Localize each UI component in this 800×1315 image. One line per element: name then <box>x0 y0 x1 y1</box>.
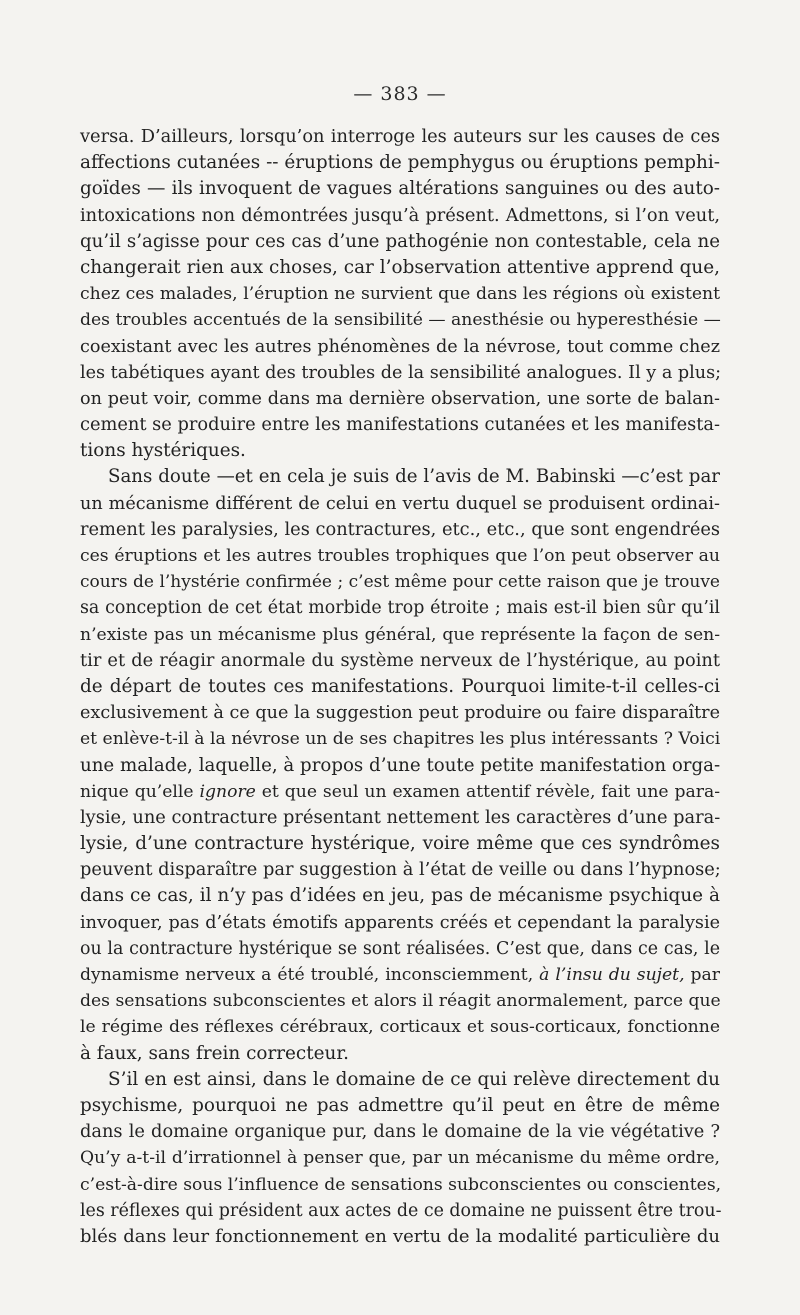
text-segment: affections cutanées -- éruptions de pemphygus ou éruptions pemphi- <box>80 152 720 174</box>
text-segment: chez ces malades, l’éruption ne survient que dans les régions où existent <box>80 284 720 305</box>
text-segment: Qu’y a-t-il d’irrationnel à penser que, par un mécanisme du même ordre, <box>80 1148 720 1169</box>
text-segment: Sans doute —et en cela je suis de l’avis de M. Babinski —c’est par <box>108 466 720 488</box>
text-line <box>80 176 720 202</box>
text-segment: de départ de toutes ces manifestations. Pourquoi limite-t-il celles-ci <box>80 675 720 697</box>
text-line <box>80 150 720 176</box>
text-segment: tir et de réagir anormale du système nerveux de l’hystérique, au point <box>80 649 720 671</box>
text-segment: nique qu’elle <box>80 781 200 802</box>
text-segment: par <box>684 965 720 985</box>
text-segment: à faux, sans frein correcteur. <box>80 1042 349 1064</box>
text-segment: changerait rien aux choses, car l’observation attentive apprend que, <box>80 256 720 278</box>
italic-segment: ignore <box>199 781 256 802</box>
text-segment: blés dans leur fonctionnement en vertu de la modalité particulière du <box>80 1225 720 1247</box>
text-segment: sa conception de cet état morbide trop étroite ; mais est-il bien sûr qu’il <box>80 598 720 619</box>
text-segment: un mécanisme différent de celui en vertu duquel se produisent ordinai- <box>80 493 720 514</box>
text-segment: et enlève-t-il à la névrose un de ses chapitres les plus intéressants ? Voici <box>80 729 721 750</box>
text-line <box>80 491 720 517</box>
text-line <box>80 1119 720 1145</box>
text-line <box>80 805 720 831</box>
text-segment: exclusivement à ce que la suggestion peut produire ou faire disparaître <box>80 703 720 724</box>
text-segment: versa. D’ailleurs, lorsqu’on interroge les auteurs sur les causes de ces <box>80 126 720 147</box>
text-line <box>80 412 720 438</box>
text-line <box>80 360 720 386</box>
italic-segment: à l’insu du sujet, <box>539 965 685 985</box>
text-line <box>80 1224 720 1250</box>
page-number: — 383 — <box>353 83 447 105</box>
text-segment: les tabétiques ayant des troubles de la sensibilité analogues. Il y a plus; <box>80 362 722 383</box>
text-line <box>80 700 720 726</box>
text-line <box>80 124 720 150</box>
text-line <box>80 543 720 569</box>
text-line <box>80 1041 720 1067</box>
text-segment: on peut voir, comme dans ma dernière observation, une sorte de balan- <box>80 388 720 409</box>
text-segment: dans le domaine organique pur, dans le domaine de la vie végétative ? <box>80 1121 720 1143</box>
text-segment: des sensations subconscientes et alors il réagit anormalement, parce que <box>80 991 721 1012</box>
text-line <box>80 203 720 229</box>
text-segment: dans ce cas, il n’y pas d’idées en jeu, pas de mécanisme psychique à <box>80 885 720 907</box>
text-segment: goïdes — ils invoquent de vagues altérations sanguines ou des auto- <box>80 178 720 200</box>
text-segment: S’il en est ainsi, dans le domaine de ce qui relève directement du <box>108 1068 720 1090</box>
text-segment: le régime des réflexes cérébraux, corticaux et sous-corticaux, fonctionne <box>80 1017 720 1038</box>
text-segment: dynamisme nerveux a été troublé, inconsciemment, <box>80 965 540 985</box>
text-line <box>80 883 720 909</box>
text-line <box>80 622 720 648</box>
text-segment: qu’il s’agisse pour ces cas d’une pathogénie non contestable, cela ne <box>80 230 720 252</box>
text-segment: lysie, une contracture présentant nettement les caractères d’une para- <box>80 806 721 828</box>
text-segment: une malade, laquelle, à propos d’une toute petite manifestation orga- <box>80 754 721 776</box>
text-segment: cours de l’hystérie confirmée ; c’est même pour cette raison que je trouve <box>80 572 720 593</box>
text-line <box>80 307 720 333</box>
text-line <box>80 255 720 281</box>
text-line <box>80 1067 720 1093</box>
text-segment: peuvent disparaître par suggestion à l’état de veille ou dans l’hypnose; <box>80 859 721 881</box>
text-line <box>80 648 720 674</box>
body-text <box>80 124 720 1250</box>
text-line <box>80 386 720 412</box>
text-line <box>80 438 720 464</box>
text-segment: les réflexes qui président aux actes de ce domaine ne puissent être trou- <box>80 1200 722 1221</box>
text-segment: et que seul un examen attentif révèle, fait une para- <box>255 781 721 802</box>
text-line <box>80 779 720 805</box>
text-line <box>80 936 720 962</box>
text-segment: coexistant avec les autres phénomènes de la névrose, tout comme chez <box>80 336 720 357</box>
text-line <box>80 595 720 621</box>
text-line <box>80 517 720 543</box>
text-segment: intoxications non démontrées jusqu’à présent. Admettons, si l’on veut, <box>80 204 720 226</box>
text-line <box>80 1093 720 1119</box>
text-line <box>80 857 720 883</box>
text-segment: ces éruptions et les autres troubles trophiques que l’on peut observer au <box>80 546 720 566</box>
text-line <box>80 1198 720 1224</box>
text-line <box>80 334 720 360</box>
text-line <box>80 753 720 779</box>
text-segment: invoquer, pas d’états émotifs apparents créés et cependant la paralysie <box>80 912 720 933</box>
text-line <box>80 464 720 490</box>
text-line <box>80 1145 720 1171</box>
text-line <box>80 988 720 1014</box>
text-segment: rement les paralysies, les contractures, etc., etc., que sont engendrées <box>80 518 720 540</box>
text-line <box>80 569 720 595</box>
text-segment: des troubles accentués de la sensibilité — anesthésie ou hyperesthésie — <box>80 310 721 331</box>
text-segment: tions hystériques. <box>80 440 246 462</box>
text-segment: cement se produire entre les manifestations cutanées et les manifesta- <box>80 414 720 436</box>
text-line <box>80 1014 720 1040</box>
text-line <box>80 831 720 857</box>
text-line <box>80 281 720 307</box>
text-segment: lysie, d’une contracture hystérique, voire même que ces syndrômes <box>80 833 720 855</box>
text-line <box>80 910 720 936</box>
text-line <box>80 674 720 700</box>
text-line <box>80 229 720 255</box>
text-segment: n’existe pas un mécanisme plus général, que représente la façon de sen- <box>80 624 720 645</box>
text-segment: c’est-à-dire sous l’influence de sensations subconscientes ou conscientes, <box>80 1174 722 1195</box>
text-segment: ou la contracture hystérique se sont réalisées. C’est que, dans ce cas, le <box>80 938 720 959</box>
text-line <box>80 1172 720 1198</box>
text-line <box>80 962 720 988</box>
text-line <box>80 726 720 752</box>
text-segment: psychisme, pourquoi ne pas admettre qu’il peut en être de même <box>80 1094 720 1116</box>
